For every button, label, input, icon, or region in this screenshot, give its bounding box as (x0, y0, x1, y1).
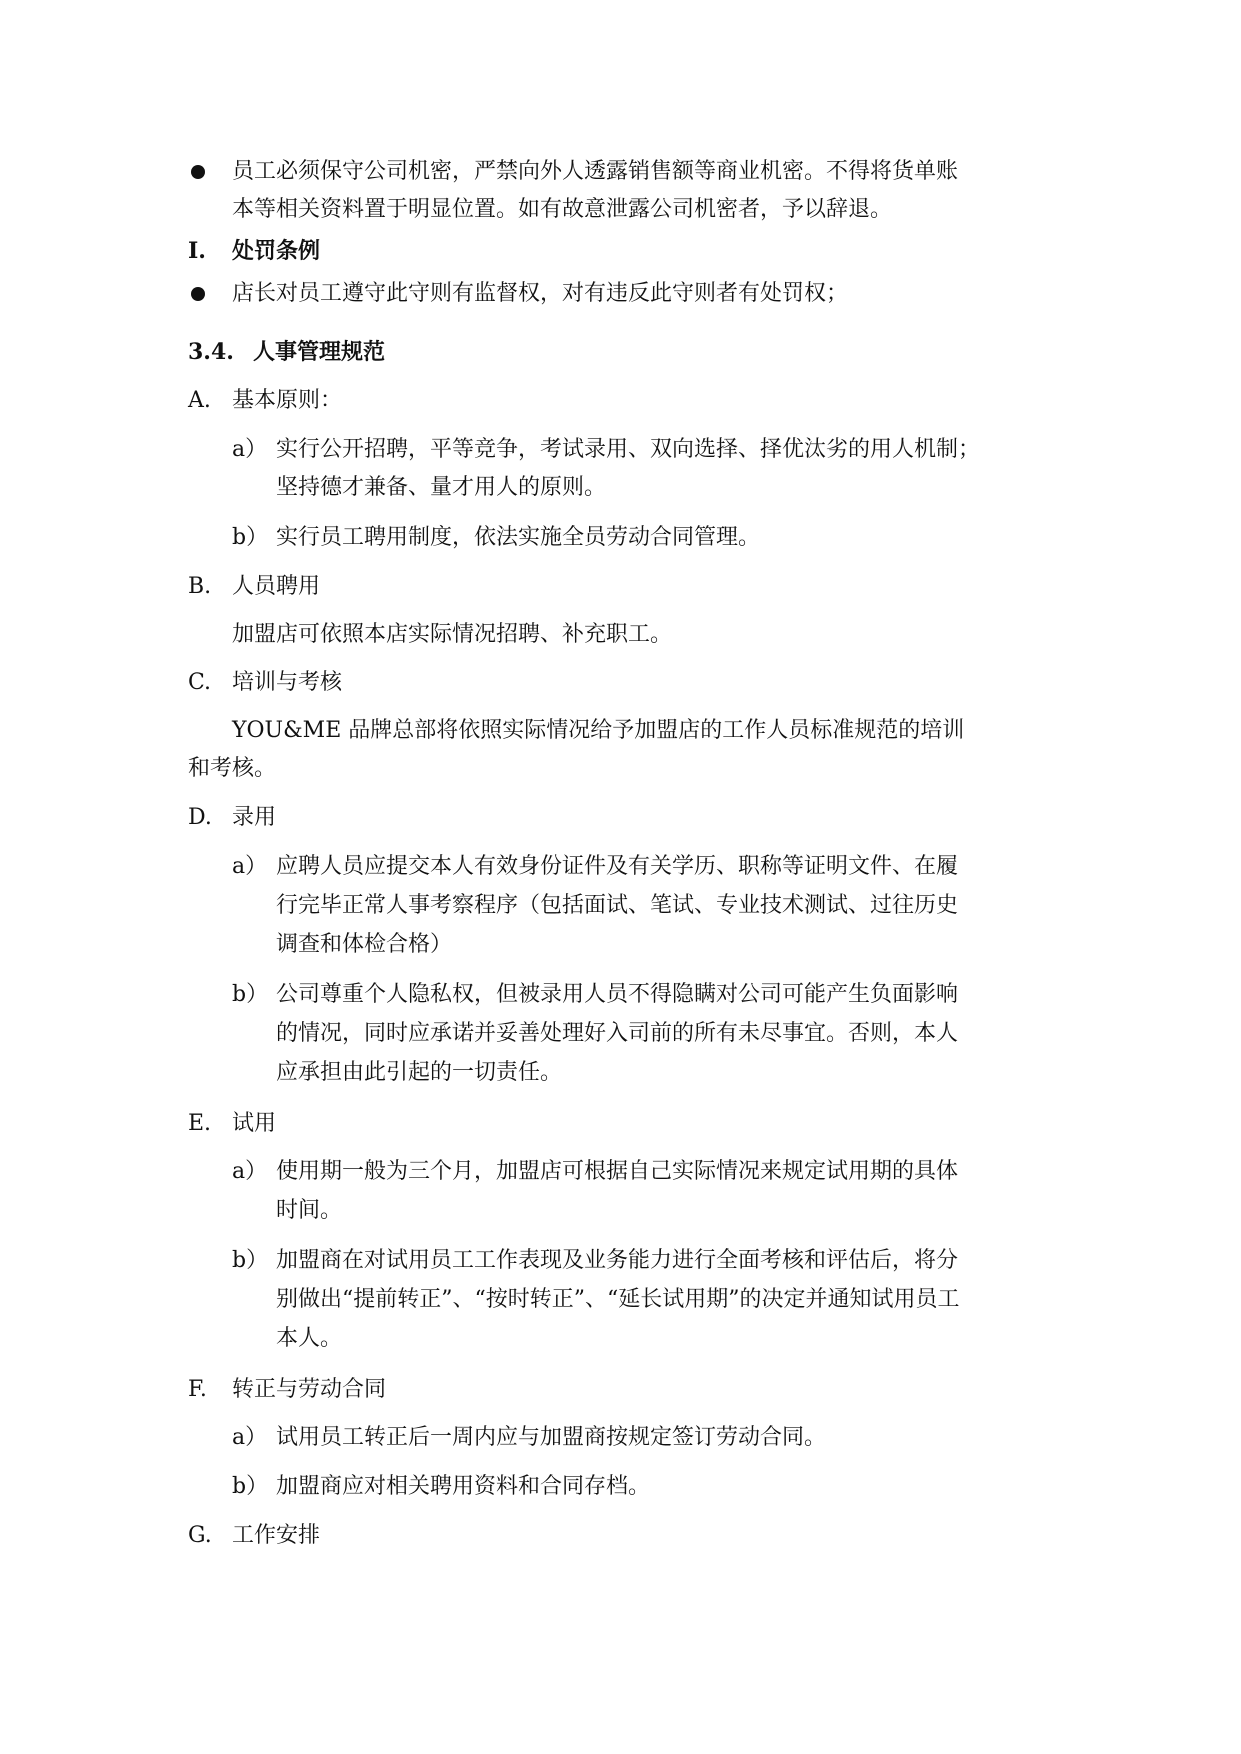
subitem-text-line: 使用期一般为三个月，加盟店可根据自己实际情况来规定试用期的具体 (276, 1159, 959, 1184)
bullet-text-line: 员工必须保守公司机密，严禁向外人透露销售额等商业机密。不得将货单账 (232, 159, 959, 184)
subitem-marker: b） (232, 525, 269, 550)
subitem-text-line: 时间。 (276, 1198, 343, 1223)
item-heading: 基本原则： (232, 388, 343, 413)
item-heading: 试用 (232, 1111, 277, 1136)
item-heading: 培训与考核 (232, 670, 343, 695)
subitem-text-line: 本人。 (276, 1326, 343, 1351)
item-heading: 工作安排 (232, 1523, 321, 1548)
subitem-text-line: 加盟商在对试用员工工作表现及业务能力进行全面考核和评估后，将分 (276, 1248, 959, 1273)
subitem-marker: a） (232, 1425, 268, 1450)
bullet-dot-icon (191, 165, 205, 179)
item-marker: C. (188, 670, 212, 695)
subitem-text-line: 实行员工聘用制度，依法实施全员劳动合同管理。 (276, 525, 761, 550)
subitem-marker: b） (232, 1474, 269, 1499)
item-heading: 人员聘用 (232, 574, 321, 599)
subitem-text-line: 的情况，同时应承诺并妥善处理好入司前的所有未尽事宜。否则，本人 (276, 1021, 959, 1046)
item-marker: B. (188, 574, 212, 599)
subitem-marker: a） (232, 854, 268, 879)
item-heading: 录用 (232, 805, 277, 830)
item-heading: 转正与劳动合同 (232, 1377, 387, 1402)
subitem-text-line: 应聘人员应提交本人有效身份证件及有关学历、职称等证明文件、在履 (276, 854, 959, 879)
subitem-marker: a） (232, 437, 268, 462)
subitem-text-line: 别做出“提前转正”、“按时转正”、“延长试用期”的决定并通知试用员工 (276, 1287, 960, 1312)
section-marker: I. (188, 238, 206, 264)
subitem-text-line: 加盟商应对相关聘用资料和合同存档。 (276, 1474, 651, 1499)
paragraph-text: YOU&ME 品牌总部将依照实际情况给予加盟店的工作人员标准规范的培训 (232, 718, 965, 743)
bullet-text-line: 店长对员工遵守此守则有监督权，对有违反此守则者有处罚权； (232, 281, 849, 306)
subitem-text-line: 调查和体检合格） (276, 932, 453, 957)
subitem-text-line: 应承担由此引起的一切责任。 (276, 1060, 563, 1085)
item-marker: D. (188, 805, 212, 830)
subitem-text-line: 试用员工转正后一周内应与加盟商按规定签订劳动合同。 (276, 1425, 827, 1450)
item-marker: F. (188, 1377, 207, 1402)
item-marker: A. (188, 388, 211, 413)
subitem-text-line: 公司尊重个人隐私权，但被录用人员不得隐瞒对公司可能产生负面影响 (276, 982, 959, 1007)
section-heading: 处罚条例 (232, 238, 321, 264)
subitem-text-line: 坚持德才兼备、量才用人的原则。 (276, 475, 607, 500)
subitem-marker: b） (232, 1248, 269, 1273)
item-marker: G. (188, 1523, 212, 1548)
subitem-marker: b） (232, 982, 269, 1007)
item-marker: E. (188, 1111, 212, 1136)
section-heading: 人事管理规范 (253, 339, 386, 365)
section-number: 3.4. (188, 339, 234, 365)
paragraph-text: 加盟店可依照本店实际情况招聘、补充职工。 (232, 622, 673, 647)
bullet-dot-icon (191, 287, 205, 301)
paragraph-text: 和考核。 (188, 756, 277, 781)
subitem-text-line: 行完毕正常人事考察程序（包括面试、笔试、专业技术测试、过往历史 (276, 893, 959, 918)
subitem-text-line: 实行公开招聘，平等竞争，考试录用、双向选择、择优汰劣的用人机制； (276, 437, 981, 462)
bullet-text-line: 本等相关资料置于明显位置。如有故意泄露公司机密者，予以辞退。 (232, 197, 893, 222)
subitem-marker: a） (232, 1159, 268, 1184)
